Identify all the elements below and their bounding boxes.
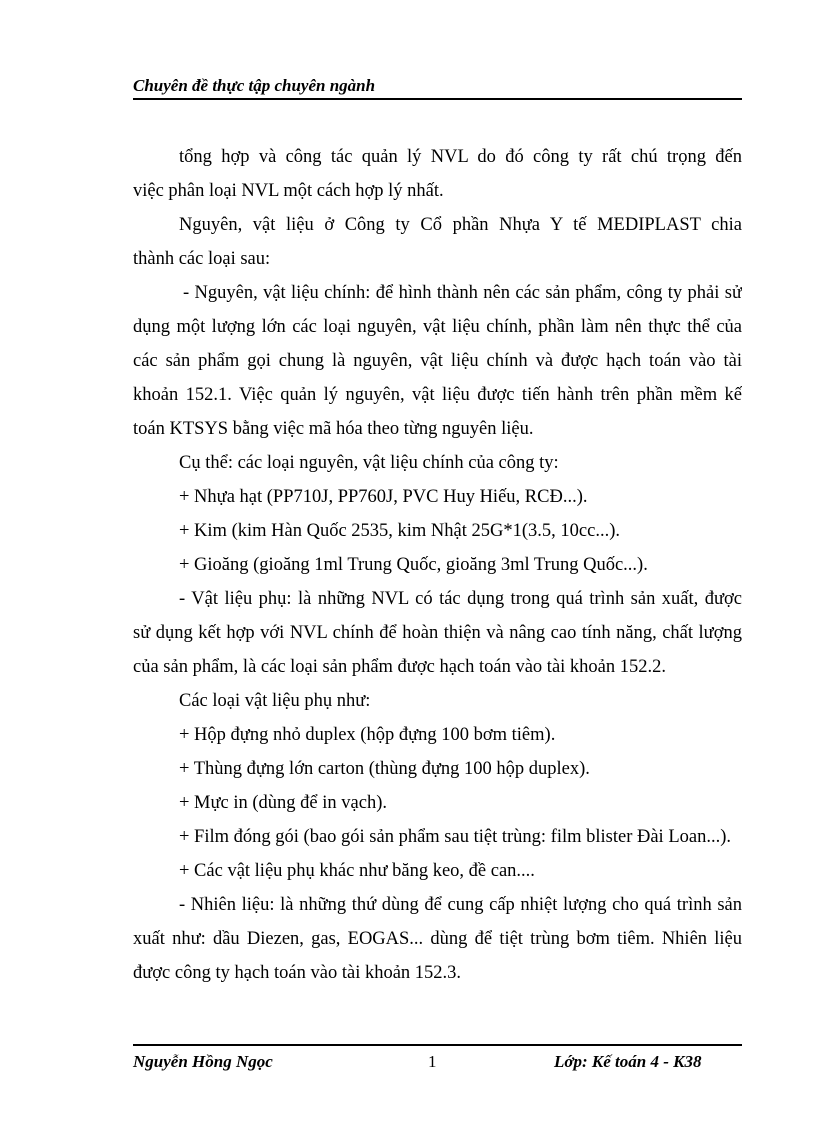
page-header (133, 74, 742, 100)
text-line: của sản phẩm, là các loại sản phẩm được hạch toán vào tài khoản 152.2. (133, 657, 667, 677)
text-line: + Các vật liệu phụ khác như băng keo, đề can.... (179, 861, 535, 881)
text-line: + Thùng đựng lớn carton (thùng đựng 100 hộp duplex). (179, 759, 590, 779)
text-line: thành các loại sau: (133, 249, 271, 269)
text-line: việc phân loại NVL một cách hợp lý nhất. (133, 181, 444, 201)
text-line: Cụ thể: các loại nguyên, vật liệu chính của công ty: (179, 453, 559, 473)
footer-author: Nguyễn Hồng Ngọc (133, 1052, 273, 1071)
page-number: 1 (428, 1052, 437, 1071)
text-line: các sản phẩm gọi chung là nguyên, vật liệu chính và được hạch toán vào tài (133, 351, 742, 371)
header-rule (133, 98, 742, 100)
text-line: xuất như: dầu Diezen, gas, EOGAS... dùng để tiệt trùng bơm tiêm. Nhiên liệu (133, 929, 742, 949)
text-line: + Gioăng (gioăng 1ml Trung Quốc, gioăng 3ml Trung Quốc...). (179, 555, 648, 575)
text-line: - Vật liệu phụ: là những NVL có tác dụng trong quá trình sản xuất, được (179, 589, 742, 609)
footer-class: Lớp: Kế toán 4 - K38 (554, 1052, 702, 1071)
footer-rule (133, 1044, 742, 1046)
text-line: Các loại vật liệu phụ như: (179, 691, 371, 711)
text-line: + Hộp đựng nhỏ duplex (hộp đựng 100 bơm tiêm). (179, 725, 556, 745)
text-line: Nguyên, vật liệu ở Công ty Cổ phần Nhựa Y tế MEDIPLAST chia (179, 215, 742, 235)
page-footer (133, 1044, 742, 1074)
text-line: + Nhựa hạt (PP710J, PP760J, PVC Huy Hiếu, RCĐ...). (179, 487, 588, 507)
text-line: dụng một lượng lớn các loại nguyên, vật liệu chính, phần làm nên thực thể của (133, 317, 742, 337)
text-line: - Nguyên, vật liệu chính: để hình thành nên các sản phẩm, công ty phải sử (183, 283, 742, 303)
text-line: + Film đóng gói (bao gói sản phẩm sau tiệt trùng: film blister Đài Loan...). (179, 827, 731, 847)
text-line: tổng hợp và công tác quản lý NVL do đó công ty rất chú trọng đến (179, 147, 742, 167)
text-line: khoản 152.1. Việc quản lý nguyên, vật liệu được tiến hành trên phần mềm kế (133, 385, 742, 405)
text-line: - Nhiên liệu: là những thứ dùng để cung cấp nhiệt lượng cho quá trình sản (179, 895, 742, 915)
text-line: + Mực in (dùng để in vạch). (179, 793, 387, 813)
header-title: Chuyên đề thực tập chuyên ngành (133, 76, 376, 95)
text-line: sử dụng kết hợp với NVL chính để hoàn thiện và nâng cao tính năng, chất lượng (133, 623, 742, 643)
text-line: + Kim (kim Hàn Quốc 2535, kim Nhật 25G*1(3.5, 10cc...). (179, 521, 621, 541)
text-line: toán KTSYS bằng việc mã hóa theo từng nguyên liệu. (133, 419, 534, 439)
text-line: được công ty hạch toán vào tài khoản 152.3. (133, 963, 462, 983)
